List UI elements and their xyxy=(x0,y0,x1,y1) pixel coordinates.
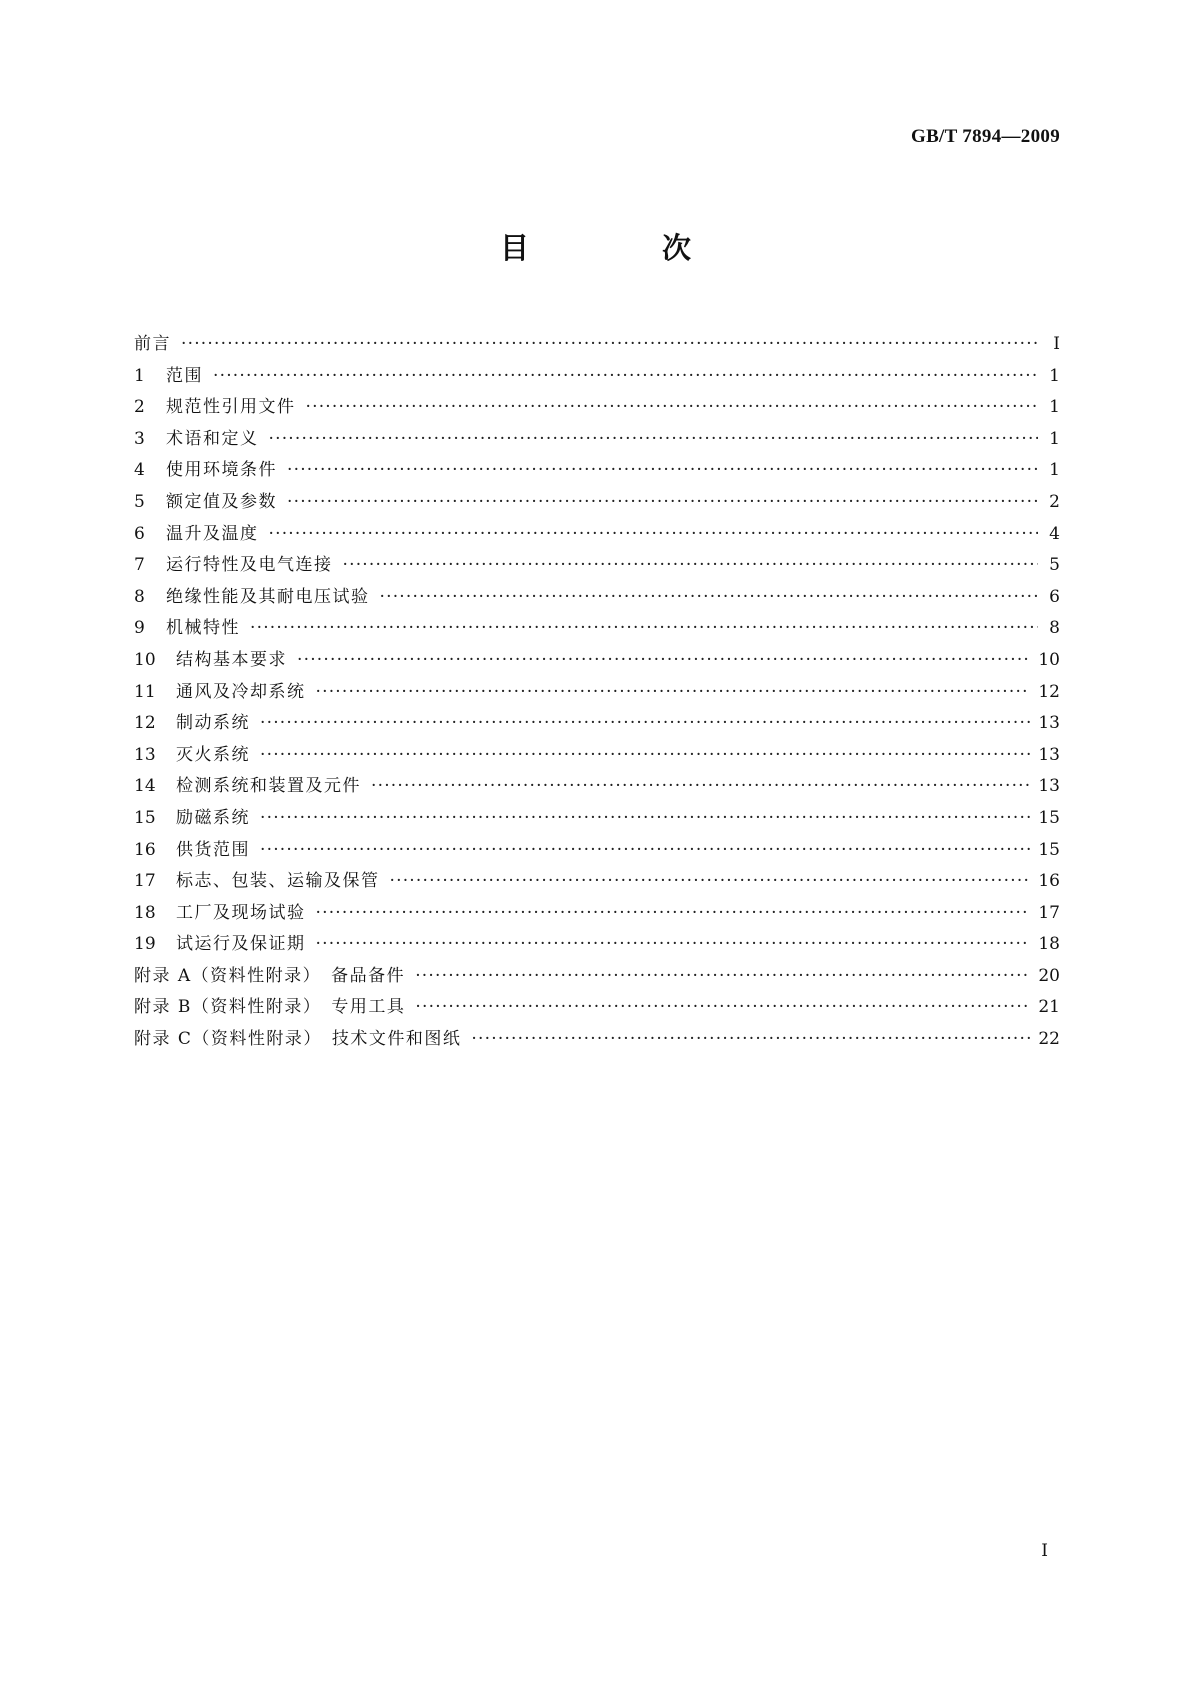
toc-entry-label: 标志、包装、运输及保管 xyxy=(176,871,380,892)
toc-entry-number: 2 xyxy=(134,397,145,418)
toc-entry-label: 范围 xyxy=(166,365,203,386)
toc-entry-9[interactable] xyxy=(134,613,1060,645)
toc-entry-number: 11 xyxy=(134,681,156,702)
toc-entry-number: 10 xyxy=(134,649,156,670)
toc-entry-annex-c[interactable] xyxy=(134,1024,1060,1056)
toc-entry-label: 附录 A（资料性附录） 备品备件 xyxy=(134,965,406,986)
toc-entry-number: 19 xyxy=(134,934,156,955)
toc-entry-page: 4 xyxy=(1049,523,1060,544)
toc-dot-leader xyxy=(471,1029,1030,1049)
toc-dot-leader xyxy=(297,650,1030,670)
toc-entry-number: 16 xyxy=(134,839,156,860)
toc-entry-number: 17 xyxy=(134,871,156,892)
toc-entry-page: 18 xyxy=(1038,934,1060,955)
toc-entry-number: 13 xyxy=(134,744,156,765)
page-number: Ⅰ xyxy=(1041,1541,1048,1560)
toc-entry-4[interactable] xyxy=(134,455,1060,487)
toc-entry-8[interactable] xyxy=(134,582,1060,614)
toc-entry-3[interactable] xyxy=(134,424,1060,456)
toc-entry-number: 18 xyxy=(134,902,156,923)
toc-entry-page: 16 xyxy=(1038,871,1060,892)
toc-entry-label: 试运行及保证期 xyxy=(176,934,306,955)
toc-entry-13[interactable] xyxy=(134,740,1060,772)
toc-entry-6[interactable] xyxy=(134,519,1060,551)
toc-entry-label: 运行特性及电气连接 xyxy=(166,555,333,576)
toc-entry-15[interactable] xyxy=(134,803,1060,835)
toc-dot-leader xyxy=(390,871,1031,891)
toc-entry-label: 工厂及现场试验 xyxy=(176,902,306,923)
toc-entry-label: 附录 B（资料性附录） 专用工具 xyxy=(134,997,406,1018)
toc-entry-5[interactable] xyxy=(134,487,1060,519)
toc-entry-17[interactable] xyxy=(134,866,1060,898)
toc-entry-number: 3 xyxy=(134,428,145,449)
toc-entry-page: 20 xyxy=(1038,965,1060,986)
toc-entry-number: 5 xyxy=(134,491,145,512)
toc-dot-leader xyxy=(260,745,1030,765)
toc-dot-leader xyxy=(306,397,1039,417)
table-of-contents xyxy=(134,329,1060,1056)
toc-entry-label: 前言 xyxy=(134,334,171,354)
toc-entry-label: 灭火系统 xyxy=(176,744,250,765)
toc-entry-12[interactable] xyxy=(134,708,1060,740)
toc-dot-leader xyxy=(316,682,1031,702)
toc-entry-7[interactable] xyxy=(134,550,1060,582)
toc-dot-leader xyxy=(316,934,1031,954)
toc-entry-18[interactable] xyxy=(134,898,1060,930)
toc-entry-page: 21 xyxy=(1038,997,1060,1018)
toc-dot-leader xyxy=(316,903,1031,923)
toc-entry-1[interactable] xyxy=(134,361,1060,393)
toc-entry-label: 附录 C（资料性附录） 技术文件和图纸 xyxy=(134,1029,462,1050)
toc-entry-page: 8 xyxy=(1049,618,1060,639)
toc-dot-leader xyxy=(380,587,1039,607)
toc-dot-leader xyxy=(287,460,1038,480)
toc-entry-label: 励磁系统 xyxy=(176,807,250,828)
toc-entry-page: 15 xyxy=(1038,807,1060,828)
toc-entry-number: 7 xyxy=(134,555,145,576)
toc-entry-page: 13 xyxy=(1038,713,1060,734)
toc-entry-number: 15 xyxy=(134,807,156,828)
toc-entry-annex-a[interactable] xyxy=(134,961,1060,993)
toc-entry-label: 额定值及参数 xyxy=(166,491,277,512)
toc-dot-leader xyxy=(269,524,1039,544)
toc-entry-page: 1 xyxy=(1049,428,1060,449)
toc-entry-page: Ⅰ xyxy=(1053,334,1060,354)
toc-dot-leader xyxy=(415,966,1030,986)
toc-entry-label: 绝缘性能及其耐电压试验 xyxy=(166,586,370,607)
toc-entry-number: 6 xyxy=(134,523,145,544)
toc-entry-label: 术语和定义 xyxy=(166,428,259,449)
toc-entry-page: 1 xyxy=(1049,397,1060,418)
toc-dot-leader xyxy=(213,366,1038,386)
toc-entry-19[interactable] xyxy=(134,929,1060,961)
toc-entry-annex-b[interactable] xyxy=(134,992,1060,1024)
toc-entry-14[interactable] xyxy=(134,771,1060,803)
toc-entry-16[interactable] xyxy=(134,835,1060,867)
toc-entry-foreword[interactable] xyxy=(134,329,1060,361)
toc-entry-page: 12 xyxy=(1038,681,1060,702)
toc-entry-number: 1 xyxy=(134,365,145,386)
toc-entry-label: 规范性引用文件 xyxy=(166,397,296,418)
toc-entry-number: 14 xyxy=(134,776,156,797)
toc-entry-page: 15 xyxy=(1038,839,1060,860)
toc-entry-page: 1 xyxy=(1049,365,1060,386)
toc-entry-number: 4 xyxy=(134,460,145,481)
toc-entry-page: 10 xyxy=(1038,649,1060,670)
toc-dot-leader xyxy=(343,555,1039,575)
toc-entry-page: 13 xyxy=(1038,744,1060,765)
toc-entry-label: 使用环境条件 xyxy=(166,460,277,481)
toc-entry-11[interactable] xyxy=(134,677,1060,709)
toc-entry-page: 6 xyxy=(1049,586,1060,607)
toc-entry-label: 温升及温度 xyxy=(166,523,259,544)
toc-entry-page: 13 xyxy=(1038,776,1060,797)
toc-entry-page: 22 xyxy=(1038,1029,1060,1050)
toc-dot-leader xyxy=(181,334,1038,354)
toc-dot-leader xyxy=(415,997,1030,1017)
toc-entry-label: 检测系统和装置及元件 xyxy=(176,776,361,797)
toc-dot-leader xyxy=(250,618,1038,638)
toc-entry-page: 1 xyxy=(1049,460,1060,481)
toc-dot-leader xyxy=(260,713,1030,733)
toc-entry-page: 17 xyxy=(1038,902,1060,923)
toc-title: 目 次 xyxy=(499,231,743,265)
toc-dot-leader xyxy=(260,840,1030,860)
toc-dot-leader xyxy=(260,808,1030,828)
toc-dot-leader xyxy=(287,492,1038,512)
toc-dot-leader xyxy=(371,776,1030,796)
toc-entry-label: 通风及冷却系统 xyxy=(176,681,306,702)
toc-entry-number: 9 xyxy=(134,618,145,639)
toc-entry-number: 8 xyxy=(134,586,145,607)
toc-entry-page: 5 xyxy=(1049,555,1060,576)
toc-entry-label: 结构基本要求 xyxy=(176,649,287,670)
toc-entry-page: 2 xyxy=(1049,491,1060,512)
toc-entry-label: 制动系统 xyxy=(176,713,250,734)
toc-entry-label: 供货范围 xyxy=(176,839,250,860)
standard-number: GB/T 7894—2009 xyxy=(910,126,1060,147)
toc-entry-label: 机械特性 xyxy=(166,618,240,639)
toc-dot-leader xyxy=(269,429,1039,449)
toc-entry-10[interactable] xyxy=(134,645,1060,677)
toc-entry-2[interactable] xyxy=(134,392,1060,424)
toc-entry-number: 12 xyxy=(134,713,156,734)
